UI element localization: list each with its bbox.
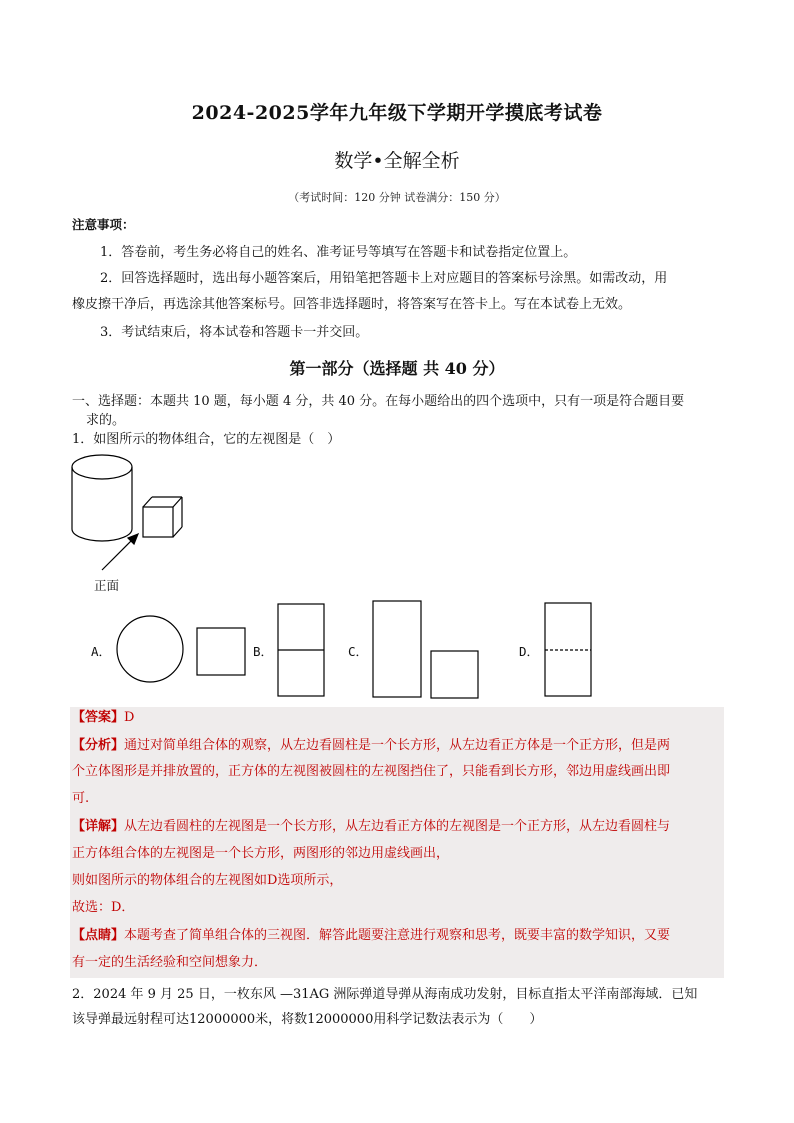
note-item-2: 2．回答选择题时，选出每小题答案后，用铅笔把答题卡上对应题目的答案标号涂黑。如需改动，用 <box>100 271 668 286</box>
option-d-figure <box>545 603 591 696</box>
front-label: 正面 <box>94 578 120 593</box>
comment-text-2: 有一定的生活经验和空间想象力． <box>72 955 268 970</box>
option-c-figure <box>373 601 478 698</box>
detail-tag: 【详解】 <box>72 819 125 834</box>
note-item-2-cont: 橡皮擦干净后，再选涂其他答案标号。回答非选择题时，将答案写在答卡上。写在本试卷上无效。 <box>72 297 632 312</box>
detail-text-2: 正方体组合体的左视图是一个长方形，两图形的邻边用虚线画出， <box>72 846 450 861</box>
detail-text-3: 则如图所示的物体组合的左视图如D选项所示， <box>72 873 343 888</box>
option-a-figure <box>117 616 245 682</box>
notes-heading: 注意事项： <box>72 217 135 232</box>
note-item-1: 1．答卷前，考生务必将自己的姓名、准考证号等填写在答题卡和试卷指定位置上。 <box>100 245 577 260</box>
option-b-label: B． <box>253 644 274 659</box>
cube-figure <box>143 497 182 537</box>
option-c-label: C． <box>348 644 369 659</box>
answer-value: D <box>124 710 135 725</box>
paper-subtitle: 数学•全解全析 <box>334 150 460 172</box>
answer-row <box>72 705 722 731</box>
detail-text: 从左边看圆柱的左视图是一个长方形，从左边看正方体的左视图是一个正方形，从左边看圆柱与 <box>124 819 671 834</box>
comment-row <box>72 923 722 949</box>
note-item-3: 3．考试结束后，将本试卷和答题卡一并交回。 <box>100 325 369 340</box>
q2-stem-cont: 该导弹最远射程可达12000000米，将数12000000用科学记数法表示为（ ） <box>72 1012 543 1027</box>
section-instructions: 一、选择题：本题共 10 题，每小题 4 分，共 40 分。在每小题给出的四个选项中，只有一项是符合题目要 <box>72 394 685 409</box>
part1-title: 第一部分（选择题 共 40 分） <box>289 359 505 378</box>
analysis-row <box>72 733 722 759</box>
front-arrow-icon <box>102 534 138 570</box>
comment-tag: 【点睛】 <box>72 928 125 943</box>
detail-row <box>72 814 722 840</box>
option-a-label: A． <box>91 644 112 659</box>
paper-title: 2024-2025学年九年级下学期开学摸底考试卷 <box>191 102 603 124</box>
comment-text: 本题考查了简单组合体的三视图．解答此题要注意进行观察和思考，既要丰富的数学知识，又要 <box>124 928 671 943</box>
analysis-tag: 【分析】 <box>72 738 125 753</box>
q1-stem: 1．如图所示的物体组合，它的左视图是（ ） <box>72 432 341 447</box>
analysis-text-3: 可. <box>72 791 90 806</box>
exam-info: （考试时间：120 分钟 试卷满分：150 分） <box>288 191 506 204</box>
q2-stem: 2．2024 年 9 月 25 日，一枚东风 —31AG 洲际弹道导弹从海南成功发射，目标直指太平洋南部海域．已知 <box>72 987 698 1002</box>
option-d-label: D． <box>519 644 540 659</box>
section-instructions-cont: 求的。 <box>86 413 126 428</box>
cylinder-figure <box>72 455 132 541</box>
analysis-text: 通过对简单组合体的观察，从左边看圆柱是一个长方形，从左边看正方体是一个正方形，但是两 <box>124 738 671 753</box>
option-b-figure <box>278 604 324 696</box>
answer-tag: 【答案】 <box>72 710 125 725</box>
analysis-text-2: 个立体图形是并排放置的，正方体的左视图被圆柱的左视图挡住了，只能看到长方形，邻边用虚线画出即 <box>72 764 671 779</box>
detail-text-4: 故选：D． <box>72 900 135 915</box>
